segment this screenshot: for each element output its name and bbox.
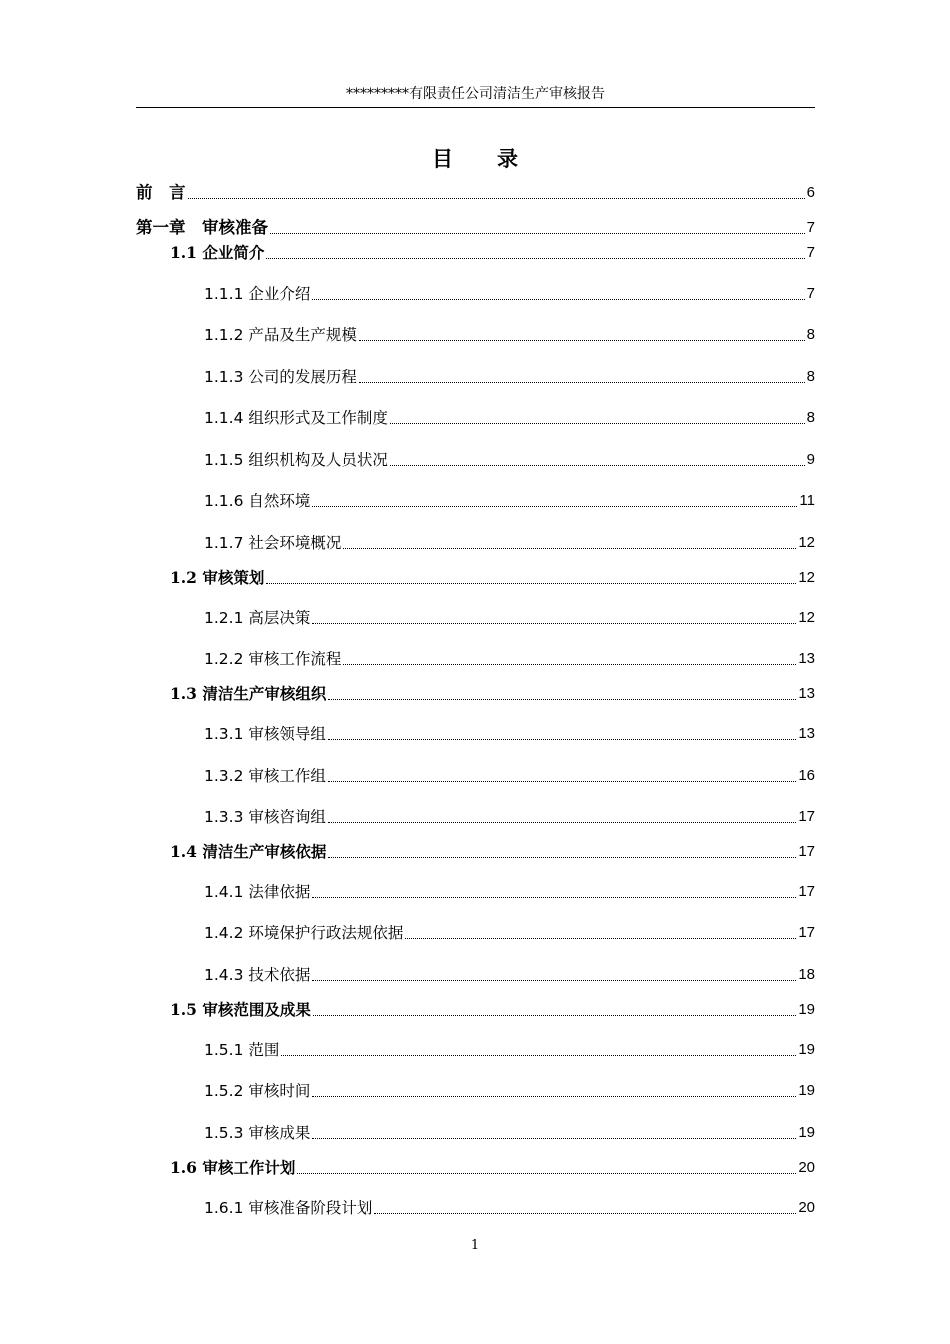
toc-entry[interactable] — [136, 242, 815, 264]
dot-leader — [312, 1138, 796, 1139]
toc-entry[interactable] — [136, 881, 815, 903]
toc-entry-title: 1.6 审核工作计划 — [170, 1158, 296, 1177]
toc-entry[interactable] — [136, 1122, 815, 1144]
dot-leader — [328, 739, 796, 740]
dot-leader — [312, 897, 796, 898]
toc-entry-title: 1.3.1 审核领导组 — [204, 725, 326, 743]
toc-entry[interactable] — [136, 999, 815, 1021]
toc-entry-title: 1.1.7 社会环境概况 — [204, 534, 342, 552]
toc-entry-title: 1.5.2 审核时间 — [204, 1082, 311, 1100]
toc-entry-page: 18 — [798, 966, 815, 983]
toc-entry-page: 8 — [806, 368, 815, 385]
toc-entry-page: 6 — [806, 184, 815, 201]
toc-entry[interactable] — [136, 1039, 815, 1061]
toc-entry-page: 11 — [799, 492, 815, 509]
toc-entry-page: 9 — [806, 451, 815, 468]
toc-entry-title: 1.1.1 企业介绍 — [204, 285, 311, 303]
toc-entry[interactable] — [136, 964, 815, 986]
toc-entry-page: 12 — [798, 609, 815, 626]
dot-leader — [359, 382, 805, 383]
toc-entry-title: 1.1.4 组织形式及工作制度 — [204, 409, 388, 427]
toc-entry-page: 13 — [798, 650, 815, 667]
toc-entry[interactable] — [136, 567, 815, 589]
toc-entry-page: 17 — [798, 924, 815, 941]
dot-leader — [328, 699, 796, 700]
dot-leader — [390, 465, 805, 466]
dot-leader — [328, 857, 796, 858]
toc-entry[interactable] — [136, 490, 815, 512]
toc-entry[interactable] — [136, 607, 815, 629]
toc-entry[interactable] — [136, 806, 815, 828]
dot-leader — [312, 299, 804, 300]
toc-entry-title: 第一章 审核准备 — [136, 218, 268, 237]
dot-leader — [266, 258, 804, 259]
dot-leader — [312, 623, 796, 624]
toc-entry[interactable] — [136, 532, 815, 554]
toc-entry-title: 1.4.1 法律依据 — [204, 883, 311, 901]
toc-entry-title: 1.3 清洁生产审核组织 — [170, 684, 327, 703]
toc-entry-page: 17 — [798, 883, 815, 900]
toc-entry-page: 19 — [798, 1082, 815, 1099]
toc-entry[interactable] — [136, 407, 815, 429]
dot-leader — [312, 980, 796, 981]
toc-entry-title: 1.2.2 审核工作流程 — [204, 650, 342, 668]
header-rule — [136, 107, 815, 108]
page-number: 1 — [470, 1238, 480, 1253]
dot-leader — [374, 1213, 796, 1214]
toc-entry[interactable] — [136, 366, 815, 388]
dot-leader — [343, 548, 796, 549]
toc-entry-title: 1.5 审核范围及成果 — [170, 1000, 311, 1019]
toc-entry-title: 1.1.2 产品及生产规模 — [204, 326, 357, 344]
toc-entry-title: 1.5.1 范围 — [204, 1041, 280, 1059]
toc-entry-title: 1.1 企业简介 — [170, 243, 265, 262]
toc-entry-title: 1.4 清洁生产审核依据 — [170, 842, 327, 861]
toc-entry[interactable] — [136, 765, 815, 787]
toc-entry[interactable] — [136, 648, 815, 670]
toc-entry-title: 1.1.3 公司的发展历程 — [204, 368, 357, 386]
toc-entry[interactable] — [136, 283, 815, 305]
toc-entry-title: 1.1.5 组织机构及人员状况 — [204, 451, 388, 469]
dot-leader — [390, 423, 805, 424]
toc-entry-title: 1.2.1 高层决策 — [204, 609, 311, 627]
toc-entry-page: 8 — [806, 409, 815, 426]
toc-entry-page: 19 — [798, 1124, 815, 1141]
toc-entry-title: 1.1.6 自然环境 — [204, 492, 311, 510]
toc-entry-page: 17 — [798, 808, 815, 825]
toc-entry[interactable] — [136, 723, 815, 745]
toc-entry-title: 1.3.2 审核工作组 — [204, 767, 326, 785]
toc-entry-page: 8 — [806, 326, 815, 343]
toc-entry-page: 17 — [798, 843, 815, 860]
dot-leader — [266, 583, 796, 584]
toc-entry-page: 12 — [798, 569, 815, 586]
toc-entry[interactable] — [136, 1157, 815, 1179]
toc-entry-title: 1.3.3 审核咨询组 — [204, 808, 326, 826]
dot-leader — [359, 340, 805, 341]
toc-entry-page: 13 — [798, 725, 815, 742]
dot-leader — [188, 198, 805, 199]
dot-leader — [281, 1055, 796, 1056]
toc-entry[interactable] — [136, 449, 815, 471]
dot-leader — [405, 938, 796, 939]
toc-entry-page: 20 — [798, 1199, 815, 1216]
toc-title: 目录 — [432, 146, 562, 171]
dot-leader — [343, 664, 796, 665]
toc-entry-title: 1.6.1 审核准备阶段计划 — [204, 1199, 373, 1217]
toc-entry[interactable] — [136, 683, 815, 705]
dot-leader — [312, 506, 797, 507]
toc-entry[interactable] — [136, 324, 815, 346]
dot-leader — [312, 1096, 796, 1097]
toc-entry[interactable] — [136, 1080, 815, 1102]
toc-entry-title: 前 言 — [136, 183, 186, 202]
toc-entry-page: 20 — [798, 1159, 815, 1176]
toc-entry[interactable] — [136, 841, 815, 863]
toc-entry-page: 19 — [798, 1041, 815, 1058]
toc-entry[interactable] — [136, 922, 815, 944]
toc-entry-title: 1.4.2 环境保护行政法规依据 — [204, 924, 404, 942]
dot-leader — [328, 781, 796, 782]
dot-leader — [270, 233, 805, 234]
toc-entry[interactable] — [136, 217, 815, 239]
toc-entry[interactable] — [136, 1197, 815, 1219]
dot-leader — [297, 1173, 796, 1174]
toc-entry-page: 7 — [806, 244, 815, 261]
toc-entry-page: 12 — [798, 534, 815, 551]
toc-entry-page: 7 — [806, 285, 815, 302]
toc-entry-title: 1.2 审核策划 — [170, 568, 265, 587]
toc-entry-page: 7 — [806, 219, 815, 236]
toc-entry-page: 16 — [798, 767, 815, 784]
dot-leader — [328, 822, 796, 823]
toc-entry-page: 19 — [798, 1001, 815, 1018]
toc-entry-page: 13 — [798, 685, 815, 702]
toc-entry[interactable] — [136, 182, 815, 204]
dot-leader — [313, 1015, 796, 1016]
running-header: *********有限责任公司清洁生产审核报告 — [346, 86, 605, 102]
toc-entry-title: 1.4.3 技术依据 — [204, 966, 311, 984]
toc-entry-title: 1.5.3 审核成果 — [204, 1124, 311, 1142]
